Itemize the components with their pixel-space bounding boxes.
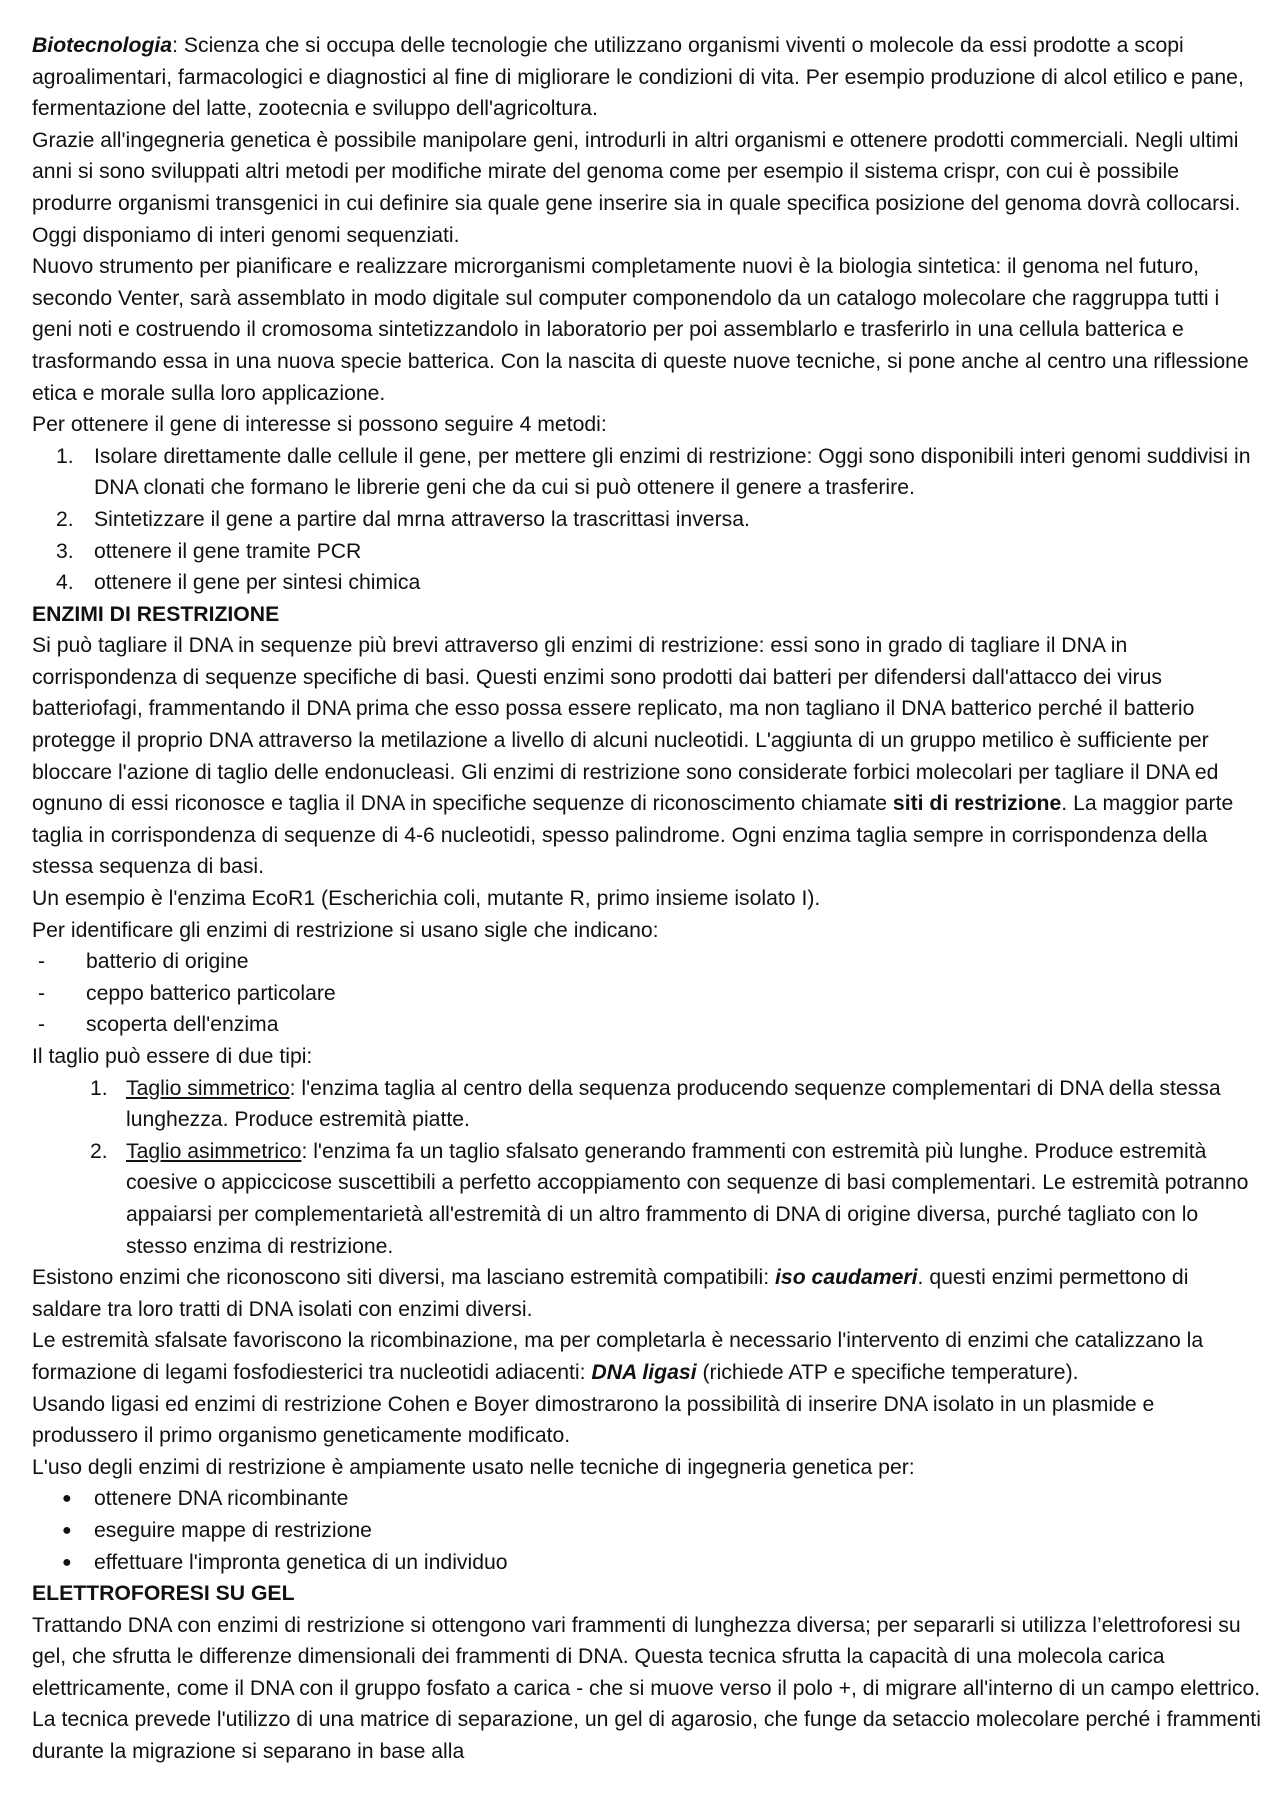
list-number: 4.: [56, 571, 74, 595]
elettroforesi-paragraph-1: Trattando DNA con enzimi di restrizione si ottengono vari frammenti di lunghezza diversa; per separarli si utilizza l’elettroforesi su gel, che sfrutta le differenze dimensionali dei frammenti di DNA. Questa tecnica sfrutta la capacità di una molecola carica elettricamente, come il DNA con il gruppo fosfato a carica - che si muove verso il polo +, di migrare all'interno di un campo elettrico. La tecnica prevede l'utilizzo di una matrice di separazione, un gel di agarosio, che funge da setaccio molecolare perché i frammenti durante la migrazione si separano in base alla: [32, 1613, 1261, 1764]
enzimi-paragraph-4: Il taglio può essere di due tipi:: [32, 1045, 313, 1068]
text-run: Esistono enzimi che riconoscono siti diversi, ma lasciano estremità compatibili:: [32, 1266, 776, 1290]
underlined-term: Taglio simmetrico: [126, 1076, 290, 1100]
list-item-text: eseguire mappe di restrizione: [94, 1518, 372, 1542]
intro-paragraph-3: Nuovo strumento per pianificare e realizzare microrganismi completamente nuovi è la biologia sintetica: il genoma nel futuro, secondo Venter, sarà assemblato in modo digitale sul computer componendolo da un catalogo molecolare che raggruppa tutti i geni noti e costruendo il cromosoma sintetizzandolo in laboratorio per poi assemblarlo e trasferirlo in una cellula batterica e trasformando essa in una nuova specie batterica. Con la nascita di queste nuove tecniche, si pone anche al centro una riflessione etica e morale sulla loro applicazione.: [32, 255, 1249, 405]
dash-marker: -: [38, 1013, 46, 1037]
bullet-marker: ●: [62, 1521, 72, 1539]
list-item-text: scoperta dell'enzima: [86, 1013, 279, 1037]
list-number: 1.: [90, 1076, 108, 1100]
list-item: [32, 1073, 1262, 1136]
bold-term: siti di restrizione: [892, 792, 1062, 816]
enzimi-paragraph-8: L'uso degli enzimi di restrizione è ampiamente usato nelle tecniche di ingegneria genetica per:: [32, 1455, 915, 1479]
enzimi-paragraph-1: [32, 630, 1262, 883]
list-item: [32, 1009, 1262, 1041]
list-item: [32, 1515, 1262, 1547]
bold-italic-term: DNA ligasi: [591, 1360, 697, 1384]
list-number: 1.: [56, 444, 74, 468]
list-item-text: ceppo batterico particolare: [86, 981, 336, 1005]
list-item-text: ottenere il gene per sintesi chimica: [94, 571, 421, 595]
list-item-text: effettuare l'impronta genetica di un individuo: [94, 1550, 508, 1574]
section-heading-enzimi: ENZIMI DI RESTRIZIONE: [32, 602, 280, 626]
list-item-text: : l'enzima taglia al centro della sequenza producendo sequenze complementari di DNA della stessa lunghezza. Produce estremità piatte.: [126, 1076, 1221, 1132]
list-item: [32, 1136, 1262, 1262]
enzimi-paragraph-3: Per identificare gli enzimi di restrizione si usano sigle che indicano:: [32, 918, 659, 942]
text-run: (richiede ATP e specifiche temperature).: [696, 1360, 1079, 1384]
list-number: 2.: [90, 1139, 108, 1163]
document-page: [32, 30, 1262, 1768]
list-item-text: Sintetizzare il gene a partire dal mrna attraverso la trascrittasi inversa.: [94, 507, 750, 531]
enzimi-paragraph-2: Un esempio è l'enzima EcoR1 (Escherichia coli, mutante R, primo insieme isolato I).: [32, 887, 821, 911]
list-item: [32, 504, 1262, 536]
intro-paragraph-1: [32, 30, 1262, 125]
definition-text: : Scienza che si occupa delle tecnologie che utilizzano organismi viventi o molecole da essi prodotte a scopi agroalimentari, farmacologici e diagnostici al fine di migliorare le condizioni di vita. Per esempio produzione di alcol etilico e pane, fermentazione del latte, zootecnia e sviluppo dell'agricoltura.: [32, 34, 1244, 121]
enzimi-paragraph-7: Usando ligasi ed enzimi di restrizione Cohen e Boyer dimostrarono la possibilità di inserire DNA isolato in un plasmide e produssero il primo organismo geneticamente modificato.: [32, 1392, 1155, 1448]
bullet-marker: ●: [62, 1490, 72, 1508]
enzimi-paragraph-6: [32, 1325, 1262, 1388]
tagli-list: [32, 1073, 1262, 1263]
bold-italic-term: iso caudameri: [775, 1266, 918, 1290]
enzimi-paragraph-5: [32, 1262, 1262, 1325]
list-item: [32, 946, 1262, 978]
intro-paragraph-2: Grazie all'ingegneria genetica è possibile manipolare geni, introdurli in altri organismi e ottenere prodotti commerciali. Negli ultimi anni si sono sviluppati altri metodi per modifiche mirate del genoma come per esempio il sistema crispr, con cui è possibile produrre organismi transgenici in cui definire sia quale gene inserire sia in quale specifica posizione del genoma dovrà collocarsi. Oggi disponiamo di interi genomi sequenziati.: [32, 128, 1241, 247]
list-item: [32, 536, 1262, 568]
list-item-text: ottenere il gene tramite PCR: [94, 539, 362, 563]
list-number: 2.: [56, 507, 74, 531]
list-item-text: batterio di origine: [86, 950, 249, 974]
text-run: . La maggior parte taglia in corrispondenza di sequenze di 4-6 nucleotidi, spesso palindrome. Ogni enzima taglia sempre in corrispondenza della stessa sequenza di basi.: [32, 792, 1234, 879]
sigle-list: [32, 946, 1262, 1041]
bullet-marker: ●: [62, 1553, 72, 1571]
section-heading-elettroforesi: ELETTROFORESI SU GEL: [32, 1582, 295, 1606]
list-item-text: Isolare direttamente dalle cellule il gene, per mettere gli enzimi di restrizione: Oggi sono disponibili interi genomi suddivisi in DNA clonati che formano le librerie geni che da cui si può ottenere il genere a trasferire.: [94, 444, 1251, 500]
list-item: [32, 567, 1262, 599]
list-item: [32, 1547, 1262, 1579]
list-item-text: : l'enzima fa un taglio sfalsato generando frammenti con estremità più lunghe. Produce estremità coesive o appiccicose suscettibili a perfetto accoppiamento con sequenze di basi complementari. Le estremità potranno appaiarsi per complementarietà all'estremità di un altro frammento di DNA di origine diversa, purché tagliato con lo stesso enzima di restrizione.: [126, 1139, 1249, 1258]
list-number: 3.: [56, 539, 74, 563]
dash-marker: -: [38, 981, 46, 1005]
list-item: [32, 441, 1262, 504]
list-item-text: ottenere DNA ricombinante: [94, 1487, 349, 1511]
usi-list: [32, 1483, 1262, 1578]
term-biotecnologia: Biotecnologia: [32, 34, 173, 57]
text-run: Le estremità sfalsate favoriscono la ricombinazione, ma per completarla è necessario l'intervento di enzimi che catalizzano la formazione di legami fosfodiesterici tra nucleotidi adiacenti:: [32, 1329, 1204, 1384]
dash-marker: -: [38, 950, 46, 974]
methods-list: [32, 441, 1262, 599]
intro-paragraph-4: Per ottenere il gene di interesse si possono seguire 4 metodi:: [32, 413, 607, 437]
list-item: [32, 1483, 1262, 1515]
list-item: [32, 978, 1262, 1010]
underlined-term: Taglio asimmetrico: [126, 1139, 302, 1163]
text-run: . questi enzimi permettono di saldare tra loro tratti di DNA isolati con enzimi diversi.: [32, 1266, 1189, 1321]
text-run: Si può tagliare il DNA in sequenze più brevi attraverso gli enzimi di restrizione: essi sono in grado di tagliare il DNA in corrispondenza di sequenze specifiche di basi. Questi enzimi sono prodotti dai batteri per difendersi dall'attacco dei virus batteriofagi, frammentando il DNA prima che esso possa essere replicato, ma non tagliano il DNA batterico perché il batterio protegge il proprio DNA attraverso la metilazione a livello di alcuni nucleotidi. L'aggiunta di un gruppo metilico è sufficiente per bloccare l'azione di taglio delle endonucleasi. Gli enzimi di restrizione sono considerate forbici molecolari per tagliare il DNA ed ognuno di essi riconosce e taglia il DNA in specifiche sequenze di riconoscimento chiamate: [32, 634, 1219, 816]
